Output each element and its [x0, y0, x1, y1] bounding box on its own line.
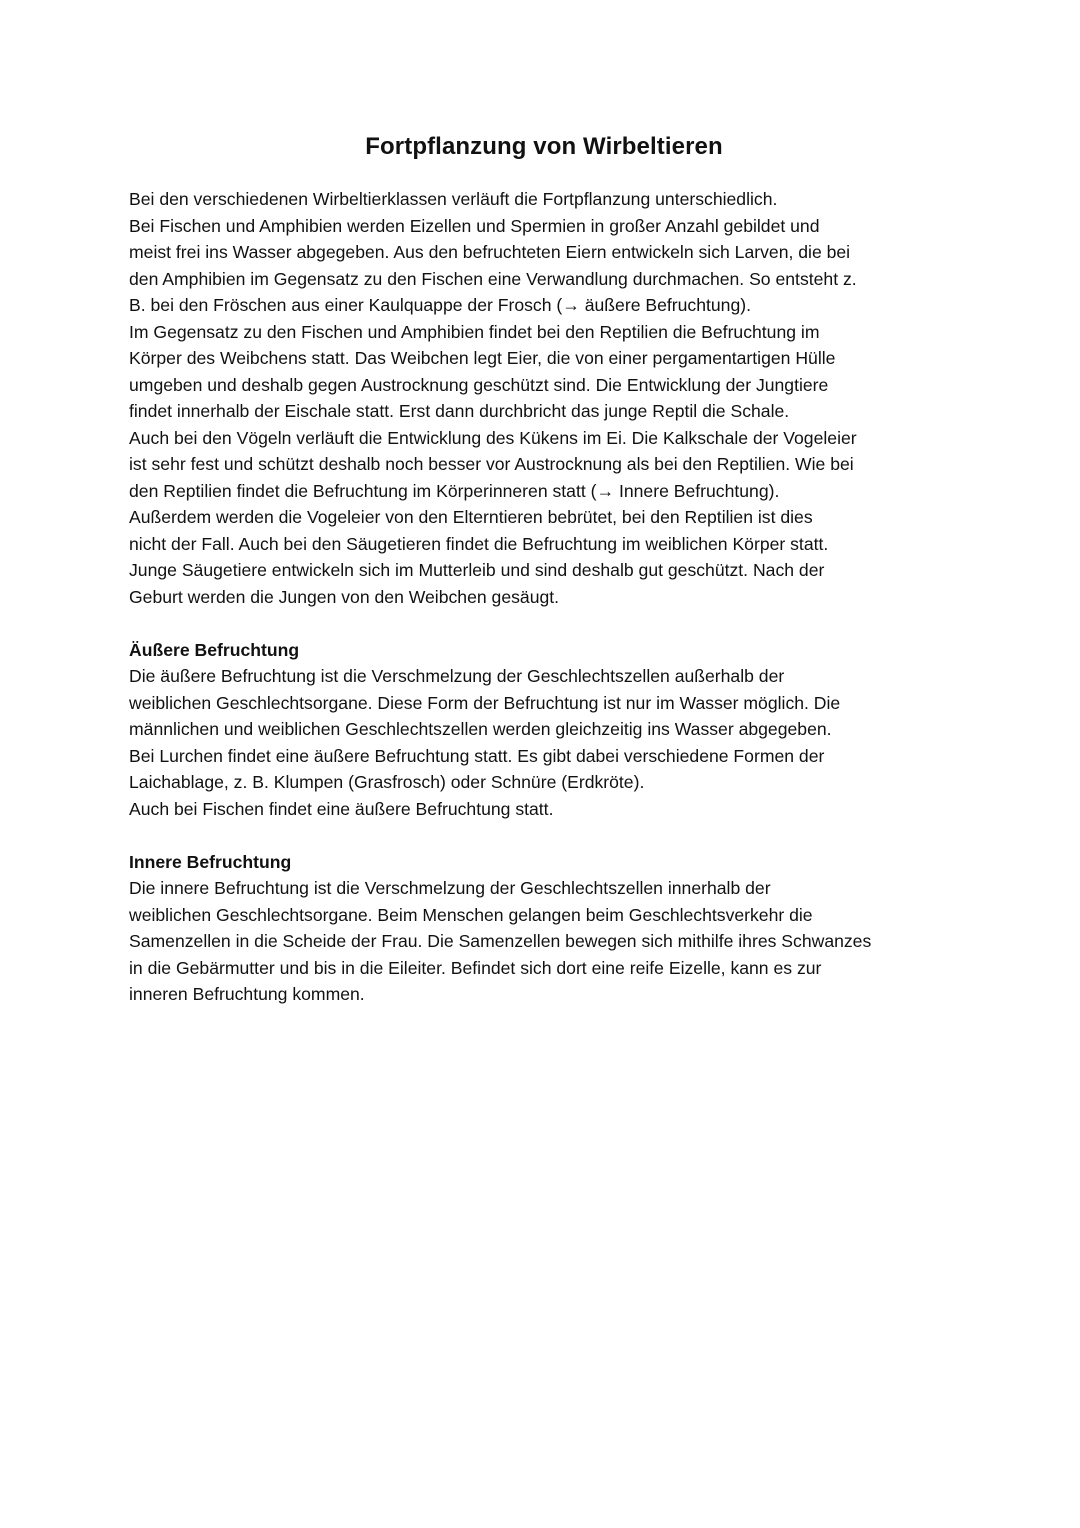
text-line: den Reptilien findet die Befruchtung im Körperinneren statt (→ Innere Befruchtung).: [129, 480, 780, 501]
text-line: findet innerhalb der Eischale statt. Erst dann durchbricht das junge Reptil die Schale.: [129, 401, 790, 421]
document-content: [129, 128, 959, 1008]
section-heading: Innere Befruchtung: [129, 851, 292, 872]
section-spacer: [129, 822, 959, 849]
section-heading: Äußere Befruchtung: [129, 639, 300, 660]
text-line: den Amphibien im Gegensatz zu den Fischen eine Verwandlung durchmachen. So entsteht z.: [129, 268, 857, 289]
text-line: Die äußere Befruchtung ist die Verschmelzung der Geschlechtszellen außerhalb der: [129, 666, 785, 686]
text-line: weiblichen Geschlechtsorgane. Beim Menschen gelangen beim Geschlechtsverkehr die: [129, 904, 813, 925]
text-line: Außerdem werden die Vogeleier von den Elterntieren bebrütet, bei den Reptilien ist dies: [129, 507, 813, 527]
text-line: ist sehr fest und schützt deshalb noch besser vor Austrocknung als bei den Reptilien. Wie bei: [129, 454, 854, 474]
text-line: Die innere Befruchtung ist die Verschmelzung der Geschlechtszellen innerhalb der: [129, 878, 771, 898]
text-line: Samenzellen in die Scheide der Frau. Die Samenzellen bewegen sich mithilfe ihres Schwanzes: [129, 931, 872, 951]
text-line: nicht der Fall. Auch bei den Säugetieren findet die Befruchtung im weiblichen Körper statt.: [129, 533, 829, 554]
text-line: Junge Säugetiere entwickeln sich im Mutterleib und sind deshalb gut geschützt. Nach der: [129, 560, 825, 580]
document-title: Fortpflanzung von Wirbeltieren: [365, 133, 723, 160]
text-line: Auch bei den Vögeln verläuft die Entwicklung des Kükens im Ei. Die Kalkschale der Vogeleier: [129, 427, 857, 448]
text-line: B. bei den Fröschen aus einer Kaulquappe der Frosch (→ äußere Befruchtung).: [129, 295, 751, 315]
section-inner-fertilization: [129, 849, 959, 1008]
text-line: Laichablage, z. B. Klumpen (Grasfrosch) oder Schnüre (Erdkröte).: [129, 772, 645, 792]
text-line: Im Gegensatz zu den Fischen und Amphibien findet bei den Reptilien die Befruchtung im: [129, 321, 820, 342]
text-line: in die Gebärmutter und bis in die Eileiter. Befindet sich dort eine reife Eizelle, kann es zur: [129, 957, 822, 978]
text-line: Geburt werden die Jungen von den Weibchen gesäugt.: [129, 586, 560, 607]
text-line: männlichen und weiblichen Geschlechtszellen werden gleichzeitig ins Wasser abgegeben.: [129, 719, 832, 739]
section-outer-fertilization: [129, 637, 959, 823]
text-line: Bei Fischen und Amphibien werden Eizellen und Spermien in großer Anzahl gebildet und: [129, 215, 820, 236]
section-spacer: [129, 610, 959, 637]
intro-paragraph: [129, 186, 959, 610]
text-line: Körper des Weibchens statt. Das Weibchen legt Eier, die von einer pergamentartigen Hülle: [129, 348, 836, 368]
text-line: Bei Lurchen findet eine äußere Befruchtung statt. Es gibt dabei verschiedene Formen der: [129, 745, 825, 766]
text-line: weiblichen Geschlechtsorgane. Diese Form der Befruchtung ist nur im Wasser möglich. Die: [129, 692, 841, 713]
text-line: umgeben und deshalb gegen Austrocknung geschützt sind. Die Entwicklung der Jungtiere: [129, 374, 829, 395]
text-line: meist frei ins Wasser abgegeben. Aus den befruchteten Eiern entwickeln sich Larven, die bei: [129, 242, 851, 262]
text-line: Auch bei Fischen findet eine äußere Befruchtung statt.: [129, 798, 554, 819]
text-line: Bei den verschiedenen Wirbeltierklassen verläuft die Fortpflanzung unterschiedlich.: [129, 189, 778, 209]
text-line: inneren Befruchtung kommen.: [129, 984, 365, 1004]
